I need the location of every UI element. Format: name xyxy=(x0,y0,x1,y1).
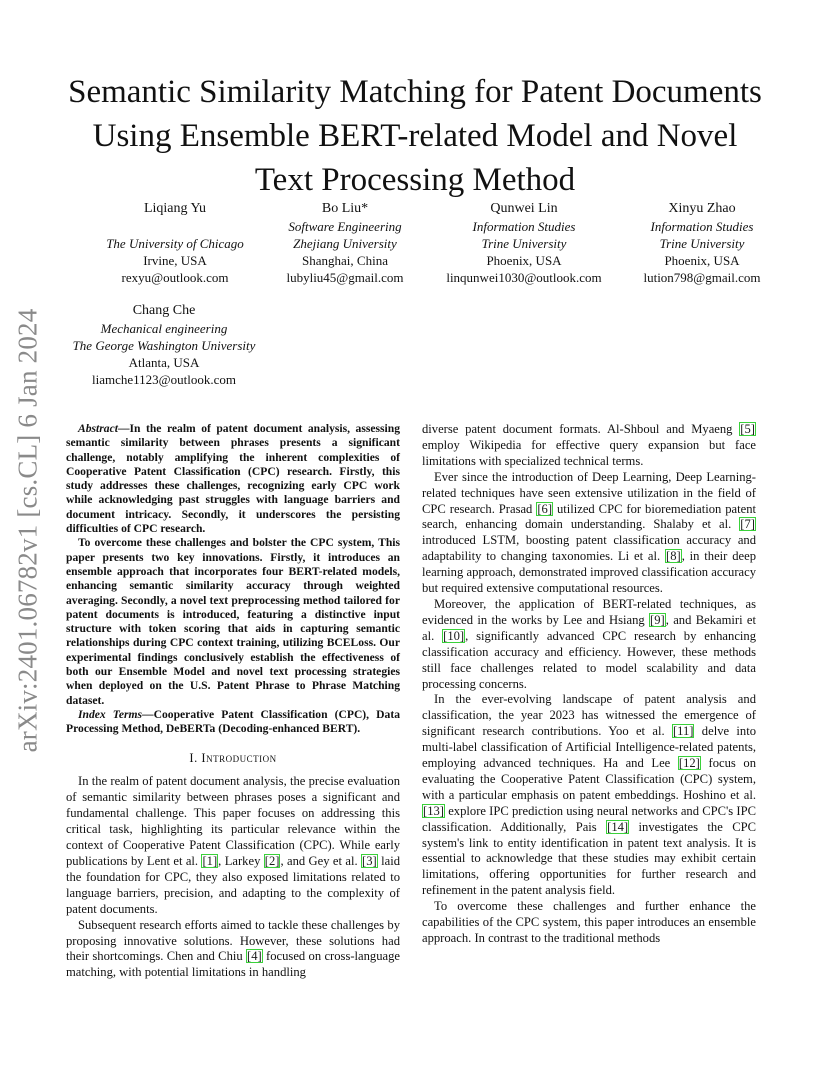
author-name: Chang Che xyxy=(132,303,196,318)
intro-paragraph: In the realm of patent document analysis, the precise evaluation of semantic similarity between phrases poses a significant and fundamental challenge. This paper focuses on addressing this critical task, highlighting its particular relevance within the context of Cooperative Patent Classification (CPC). While early publications by Lent et al. [ 1 ] , Larkey [ 2 ] , and Gey et al. [ 3 ] laid the foundation for CPC, they also exposed limitations related to language barriers, precision, and adapting to the complexity of patent documents. xyxy=(66,774,400,917)
citation-link[interactable]: [ 5 ] xyxy=(739,422,756,436)
paper-title: Semantic Similarity Matching for Patent Documents Using Ensemble BERT-related Model and Novel Text Processing Method xyxy=(68,74,762,198)
author-location: Phoenix, USA xyxy=(486,253,562,268)
citation-link[interactable]: [ 12 ] xyxy=(678,756,701,770)
author-email[interactable]: rexyu@outlook.com xyxy=(121,270,229,285)
index-terms-label: Index Terms— xyxy=(78,707,154,721)
citation-link[interactable]: [ 7 ] xyxy=(739,517,756,531)
author-name: Bo Liu* xyxy=(321,201,369,216)
citation-link[interactable]: [ 13 ] xyxy=(422,804,445,818)
author-block-1 xyxy=(85,200,265,286)
author-location: Irvine, USA xyxy=(143,253,207,268)
author-org: The George Washington University xyxy=(72,338,256,353)
author-org: Trine University xyxy=(481,236,567,251)
intro-paragraph: Subsequent research efforts aimed to tackle these challenges by proposing innovative solutions. However, these solutions had their shortcomings. Chen and Chiu [ 4 ] focused on cross-language matching, with potential limitations in handling xyxy=(66,918,400,982)
author-name: Xinyu Zhao xyxy=(668,201,736,216)
citation-link[interactable]: [ 9 ] xyxy=(649,613,666,627)
abstract-paragraph: To overcome these challenges and bolster the CPC system, This paper presents two key innovations. Firstly, it introduces an ensemble approach that incorporates four BERT-related models, enhancing semantic similarity accuracy through weighted averaging. Secondly, a novel text preprocessing method tailored for patent documents is introduced, featuring a distinctive input structure with token scoring that aids in capturing semantic relationships during CPC context training, utilizing BCELoss. Our experimental findings conclusively establish the effectiveness of both our Ensemble Model and novel text processing strategies when deployed on the U.S. Patent Phrase to Phrase Matching dataset. xyxy=(66,536,400,707)
citation-link[interactable]: [ 14 ] xyxy=(606,820,629,834)
right-column xyxy=(422,422,756,947)
author-block-4 xyxy=(628,200,776,286)
citation-link[interactable]: [ 3 ] xyxy=(361,854,378,868)
author-email[interactable]: lubyliu45@gmail.com xyxy=(286,270,404,285)
index-terms: Cooperative Patent Classification (CPC), Data Processing Method, DeBERTa (Decoding-enhanced BERT). xyxy=(66,707,400,736)
citation-link[interactable]: [ 2 ] xyxy=(264,854,281,868)
intro-paragraph: To overcome these challenges and further enhance the capabilities of the CPC system, this paper introduces an ensemble approach. In contrast to the traditional methods xyxy=(422,899,756,945)
arxiv-id: arXiv:2401.06782v1 [cs.CL] 6 Jan 2024 xyxy=(12,308,43,752)
left-column xyxy=(66,422,400,981)
citation-link[interactable]: [ 8 ] xyxy=(665,549,682,563)
citation-link[interactable]: [ 10 ] xyxy=(442,629,465,643)
author-org: The University of Chicago xyxy=(106,236,244,251)
abstract-text: In the realm of patent document analysis, assessing semantic similarity between phrases presents a significant challenge, notably amplifying the inherent complexities of Cooperative Patent Classification (CPC) research. Firstly, this study addresses these challenges, recognizing early CPC work while acknowledging past struggles with language barriers and document intricacy. Secondly, it underscores the persisting difficulties of CPC research. xyxy=(66,422,400,536)
intro-paragraph: Moreover, the application of BERT-related techniques, as evidenced in the works by Lee and Hsiang [ 9 ] , and Bekamiri et al. [ 10 ] , significantly advanced CPC research by enhancing classification accuracy and efficiency. However, these methods still face challenges related to model scalability and data processing concerns. xyxy=(422,597,756,692)
abstract-label: Abstract— xyxy=(78,422,130,435)
author-block-2 xyxy=(262,200,428,286)
author-dept: Mechanical engineering xyxy=(100,321,228,336)
author-dept xyxy=(85,218,265,235)
author-email[interactable]: liamche1123@outlook.com xyxy=(92,372,236,387)
author-location: Atlanta, USA xyxy=(128,355,200,370)
intro-paragraph: diverse patent document formats. Al-Shboul and Myaeng [ 5 ] employ Wikipedia for effective query expansion but face limitations with specialized technical terms. xyxy=(422,422,756,470)
author-dept: Information Studies xyxy=(650,219,754,234)
section-heading xyxy=(66,751,400,767)
author-email[interactable]: lution798@gmail.com xyxy=(643,270,761,285)
section-number: I. xyxy=(189,750,198,765)
citation-link[interactable]: [ 6 ] xyxy=(536,502,553,516)
author-location: Shanghai, China xyxy=(302,253,388,268)
author-dept: Information Studies xyxy=(472,219,576,234)
intro-paragraph: Ever since the introduction of Deep Learning, Deep Learning-related techniques have seen extensive utilization in the field of CPC research. Prasad [ 6 ] utilized CPC for bioremediation patent search, enhancing domain understanding. Shalaby et al. [ 7 ] introduced LSTM, boosting patent classification accuracy and adaptability to changing taxonomies. Li et al. [ 8 ] , in their deep learning approach, demonstrated improved classification accuracy but required extensive computational resources. xyxy=(422,470,756,597)
author-email[interactable]: linqunwei1030@outlook.com xyxy=(446,270,602,285)
intro-paragraph: In the ever-evolving landscape of patent analysis and classification, the year 2023 has witnessed the emergence of significant research contributions. Yoo et al. [ 11 ] delve into multi-label classification of Artificial Intelligence-related patents, employing advanced techniques. Ha and Lee [ 12 ] focus on evaluating the Cooperative Patent Classification (CPC) system, with a particular emphasis on patent embeddings. Hoshino et al. [ 13 ] explore IPC prediction using neural networks and CPC's IPC classification. Additionally, Pais [ 14 ] investigates the CPC system's link to entity identification in patent text analysis. It is essential to acknowledge that these studies may exhibit certain limitations, offering opportunities for further research and refinement in the patent analysis field. xyxy=(422,692,756,899)
author-block-3 xyxy=(434,200,614,286)
author-name: Qunwei Lin xyxy=(490,201,558,216)
author-name: Liqiang Yu xyxy=(143,201,207,216)
section-title: Introduction xyxy=(201,750,277,765)
author-location: Phoenix, USA xyxy=(664,253,740,268)
abstract xyxy=(66,422,400,737)
citation-link[interactable]: [ 11 ] xyxy=(672,724,695,738)
author-block-5 xyxy=(60,302,268,388)
author-org: Zhejiang University xyxy=(293,236,397,251)
citation-link[interactable]: [ 4 ] xyxy=(246,949,263,963)
author-org: Trine University xyxy=(659,236,745,251)
author-dept: Software Engineering xyxy=(288,219,402,234)
arxiv-stamp xyxy=(8,300,48,760)
citation-link[interactable]: [ 1 ] xyxy=(201,854,218,868)
